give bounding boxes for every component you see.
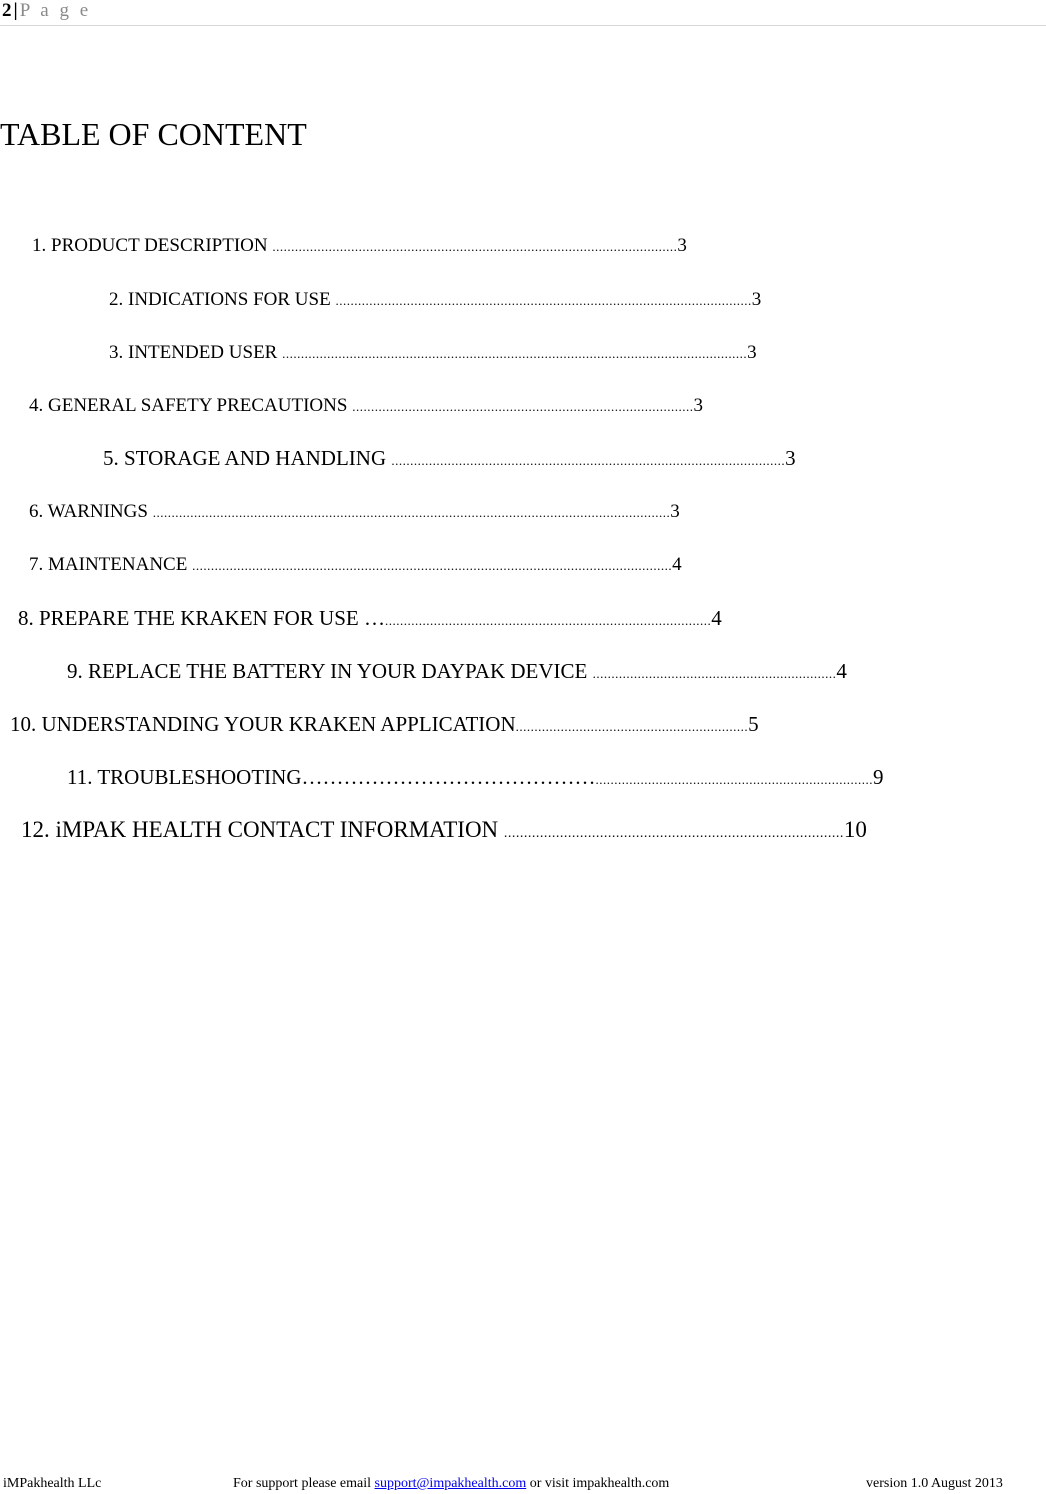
footer-version: version 1.0 August 2013 xyxy=(866,1476,1003,1491)
toc-entry-label: 8. PREPARE THE KRAKEN FOR USE … xyxy=(18,606,385,630)
toc-entry-contact-information[interactable] xyxy=(21,818,867,846)
header-divider xyxy=(0,25,1046,26)
toc-entry-label: 10. UNDERSTANDING YOUR KRAKEN APPLICATION xyxy=(10,712,516,736)
support-email-link[interactable]: support@impakhealth.com xyxy=(374,1476,527,1491)
toc-page-number: 3 xyxy=(751,289,762,310)
toc-page-number: 3 xyxy=(693,395,703,416)
toc-entry-label: 1. PRODUCT DESCRIPTION xyxy=(32,235,273,256)
toc-page-number: 3 xyxy=(747,342,757,363)
toc-entry-general-safety-precautions[interactable] xyxy=(29,394,703,419)
toc-page-number: 10 xyxy=(843,817,867,842)
toc-entry-understanding-kraken-app[interactable] xyxy=(10,712,759,739)
footer-support-suffix: or visit impakhealth.com xyxy=(526,1476,670,1491)
toc-entry-label: 9. REPLACE THE BATTERY IN YOUR DAYPAK DEVICE xyxy=(67,659,593,683)
toc-entry-troubleshooting[interactable] xyxy=(67,765,884,792)
toc-entry-storage-and-handling[interactable] xyxy=(103,446,796,473)
toc-page-number: 9 xyxy=(873,765,884,789)
toc-entry-label: 11. TROUBLESHOOTING…………………………………… xyxy=(67,765,596,789)
toc-entry-label: 12. iMPAK HEALTH CONTACT INFORMATION xyxy=(21,817,504,842)
toc-entry-replace-battery[interactable] xyxy=(67,659,847,686)
toc-page-number: 4 xyxy=(711,606,722,630)
toc-entry-label: 2. INDICATIONS FOR USE xyxy=(109,289,336,310)
page-number: 2 xyxy=(2,0,12,21)
toc-entry-maintenance[interactable] xyxy=(29,553,682,578)
toc-entry-prepare-kraken[interactable] xyxy=(18,606,722,633)
footer-support xyxy=(233,1476,669,1492)
toc-leader-dots: ............................................................................................................... xyxy=(335,293,752,308)
footer-support-prefix: For support please email xyxy=(233,1476,375,1491)
toc-leader-dots: .............................................................. xyxy=(515,719,749,734)
toc-page-number: 4 xyxy=(672,554,682,575)
toc-leader-dots: ....................................................................................... xyxy=(384,613,712,628)
toc-leader-dots: .......................................................................... xyxy=(595,772,873,787)
toc-page-number: 4 xyxy=(836,659,847,683)
toc-entry-label: 6. WARNINGS xyxy=(29,501,153,522)
toc-leader-dots: .......................................................................................................................................... xyxy=(152,505,671,520)
toc-page-number: 3 xyxy=(670,501,680,522)
toc-entry-product-description[interactable] xyxy=(32,234,687,259)
toc-leader-dots: ............................................................................................................ xyxy=(272,239,678,254)
header-separator: | xyxy=(13,0,18,21)
footer-company: iMPakhealth LLc xyxy=(3,1476,102,1491)
toc-entry-warnings[interactable] xyxy=(29,500,680,525)
toc-entry-indications-for-use[interactable] xyxy=(109,288,761,313)
toc-leader-dots: ........................................................................................... xyxy=(352,399,694,414)
page-header xyxy=(2,0,91,22)
toc-entry-intended-user[interactable] xyxy=(109,341,757,366)
toc-leader-dots: ................................................................................................................................ xyxy=(192,558,673,573)
toc-leader-dots: ............................................................................................................................ xyxy=(282,346,748,361)
toc-entry-label: 7. MAINTENANCE xyxy=(29,554,193,575)
page-label: P a g e xyxy=(19,0,92,21)
toc-page-number: 3 xyxy=(677,235,687,256)
toc-leader-dots: ......................................................................................................... xyxy=(391,453,786,468)
toc-entry-label: 4. GENERAL SAFETY PRECAUTIONS xyxy=(29,395,353,416)
toc-entry-label: 5. STORAGE AND HANDLING xyxy=(103,446,392,470)
toc-leader-dots: ................................................................. xyxy=(592,666,837,681)
toc-page-number: 5 xyxy=(748,712,759,736)
page-title: TABLE OF CONTENT xyxy=(0,116,307,152)
toc-entry-label: 3. INTENDED USER xyxy=(109,342,283,363)
toc-page-number: 3 xyxy=(785,446,796,470)
toc-leader-dots: ..................................................................................... xyxy=(503,826,844,841)
